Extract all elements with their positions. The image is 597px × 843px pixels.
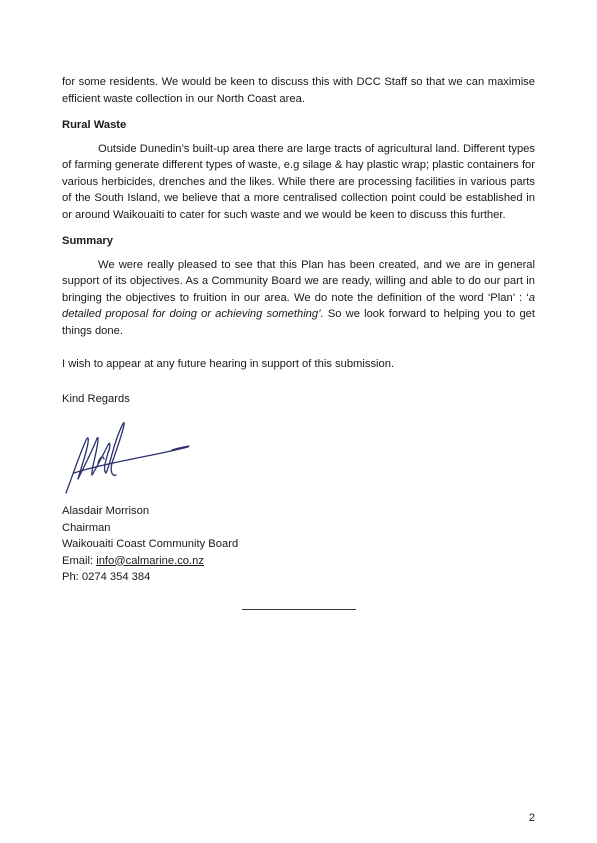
summary-heading: Summary [62, 235, 113, 247]
summary-body-part2: So we look forward to helping you to get things done. [62, 308, 535, 337]
signatory-organisation: Waikouaiti Coast Community Board [62, 538, 239, 550]
signatory-name: Alasdair Morrison [62, 505, 150, 517]
rural-waste-heading: Rural Waste [62, 119, 127, 131]
closing-salutation: Kind Regards [62, 392, 130, 405]
signatory-block [62, 503, 535, 586]
rural-waste-body: Outside Dunedin’s built-up area there are large tracts of agricultural land. Different types of farming generate different types of waste, e.g silage & hay plastic wrap; plastic containers for various herbicides, drenches and the likes. While there are processing facilities in various parts of the South Island, we believe that a more centralised collection point could be established in or around Waikouaiti to cater for such waste and we would be keen to discuss this further. [62, 142, 535, 221]
email-link[interactable]: info@calmarine.co.nz [96, 554, 204, 567]
intro-continuation: for some residents. We would be keen to discuss this with DCC Staff so that we can maximise efficient waste collection in our North Coast area. [62, 76, 535, 105]
handwritten-signature [62, 417, 197, 495]
summary-body-italic: a detailed proposal for doing or achieving something’. [62, 291, 535, 320]
page-number: 2 [528, 812, 535, 824]
hearing-statement: I wish to appear at any future hearing in support of this submission. [62, 358, 395, 370]
summary-body [62, 257, 535, 340]
email-label: Email: [62, 554, 97, 567]
signatory-phone: Ph: 0274 354 384 [62, 571, 151, 583]
document-page [62, 74, 535, 586]
summary-body-part1: We were really pleased to see that this Plan has been created, and we are in general support of its objectives. As a Community Board we are ready, willing and able to do our part in bringing the objectives to fruition in our area. We do note the definition of the word ‘Plan’ : ‘ [62, 258, 535, 304]
end-divider-line [242, 609, 356, 610]
signatory-title: Chairman [62, 521, 111, 534]
signatory-email-line [62, 553, 535, 570]
